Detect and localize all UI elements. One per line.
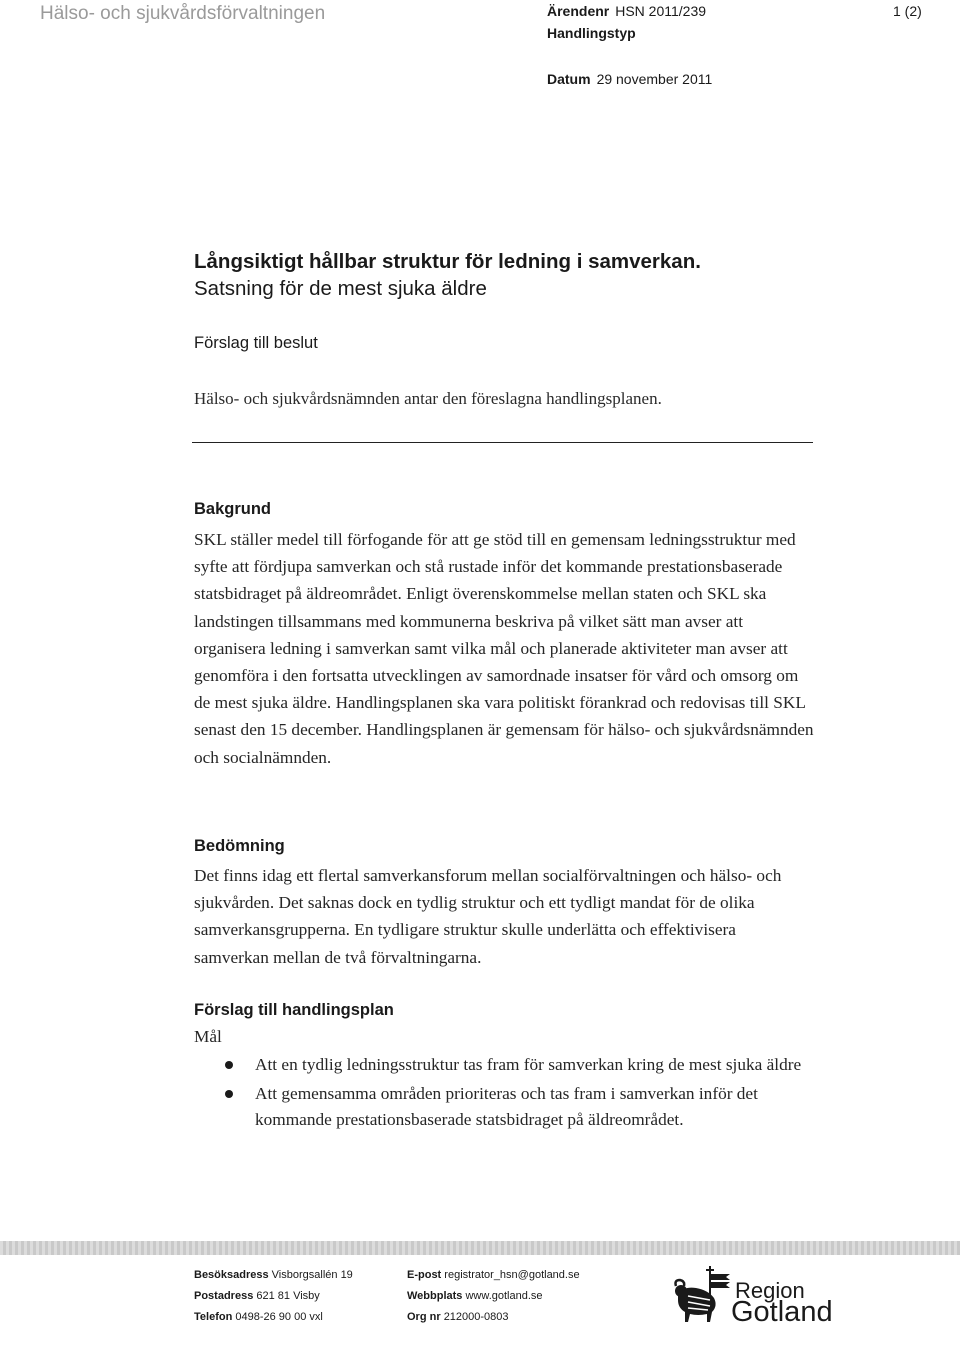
epost-label: E-post [407,1269,442,1281]
orgnr-value: 212000-0803 [443,1311,509,1323]
region-gotland-ram-icon [674,1264,732,1324]
telefon-label: Telefon [194,1311,233,1323]
bakgrund-text: SKL ställer medel till förfogande för att ge stöd till en gemensam ledningsstruktur med syfte att fördjupa samverkan och stå rustade inför det kommande prestationsbaserade statsbidraget på äldreområdet. Enligt överenskommelse mellan staten och SKL ska landstingen tillsammans med kommunerna beskriva på vilket sätt man avser att organisera ledning i samverkan samt vilka mål och planerade aktiviteter man avser att genomföra i den fortsatta utvecklingen av samordnade insatser för vård och omsorg om de mest sjuka äldre. Handlingsplanen ska vara politiskt förankrad och redovisas till SKL senast den 15 december. Handlingsplanen är gemensam för hälso- och sjukvårdsnämnden och socialnämnden. [194,530,814,767]
goal-list [225,1052,825,1136]
handlingstyp-label: Handlingstyp [547,25,636,41]
document-subtitle: Satsning för de mest sjuka äldre [194,277,487,300]
footer-webbplats [407,1290,543,1302]
document-title: Långsiktigt hållbar struktur för ledning i samverkan. [194,250,701,273]
footer-band [0,1241,960,1255]
handlingsplan-heading: Förslag till handlingsplan [194,1001,394,1019]
bedomning-heading: Bedömning [194,837,285,855]
datum-row [547,71,712,87]
list-item-text: Att en tydlig ledningsstruktur tas fram för samverkan kring de mest sjuka äldre [255,1055,802,1074]
org-name: Hälso- och sjukvårdsförvaltningen [40,3,326,24]
bakgrund-heading: Bakgrund [194,500,272,518]
arendenr-value: HSN 2011/239 [615,3,707,19]
forslag-till-beslut-heading: Förslag till beslut [194,334,318,352]
decision-text: Hälso- och sjukvårdsnämnden antar den föreslagna handlingsplanen. [194,389,662,408]
bedomning-text: Det finns idag ett flertal samverkansforum mellan socialförvaltningen och hälso- och sjukvården. Det saknas dock en tydlig struktur och ett tydligt mandat för de olika samverkansgrupperna. En tydligare struktur skulle underlätta och effektivisera samverkan mellan de två förvaltningarna. [194,866,782,967]
handlingstyp-row [547,25,636,41]
footer-epost [407,1269,580,1281]
logo-region-text: Region [735,1278,805,1303]
epost-value[interactable]: registrator_hsn@gotland.se [444,1269,580,1281]
footer-besoksadress [194,1269,353,1281]
bullet-icon [225,1061,233,1069]
datum-label: Datum [547,71,591,87]
logo-gotland-text: Gotland [731,1296,833,1328]
orgnr-label: Org nr [407,1311,441,1323]
mal-subheading: Mål [194,1027,222,1046]
besoksadress-value: Visborgsallén 19 [271,1269,353,1281]
webbplats-label: Webbplats [407,1290,463,1302]
besoksadress-label: Besöksadress [194,1269,269,1281]
bullet-icon [225,1090,233,1098]
list-item-text: Att gemensamma områden prioriteras och tas fram i samverkan inför det kommande prestationsbaserade statsbidraget på äldreområdet. [255,1083,758,1129]
arendenr-label: Ärendenr [547,3,610,19]
arendenr-row [547,3,706,19]
footer-orgnr [407,1311,509,1323]
footer-postadress [194,1290,320,1302]
divider [192,442,813,443]
postadress-label: Postadress [194,1290,254,1302]
telefon-value: 0498-26 90 00 vxl [235,1311,323,1323]
list-item [225,1081,825,1134]
list-item [225,1052,825,1079]
footer-telefon [194,1311,323,1323]
webbplats-value[interactable]: www.gotland.se [465,1290,543,1302]
page-number: 1 (2) [893,3,922,19]
postadress-value: 621 81 Visby [256,1290,320,1302]
datum-value: 29 november 2011 [596,71,713,87]
